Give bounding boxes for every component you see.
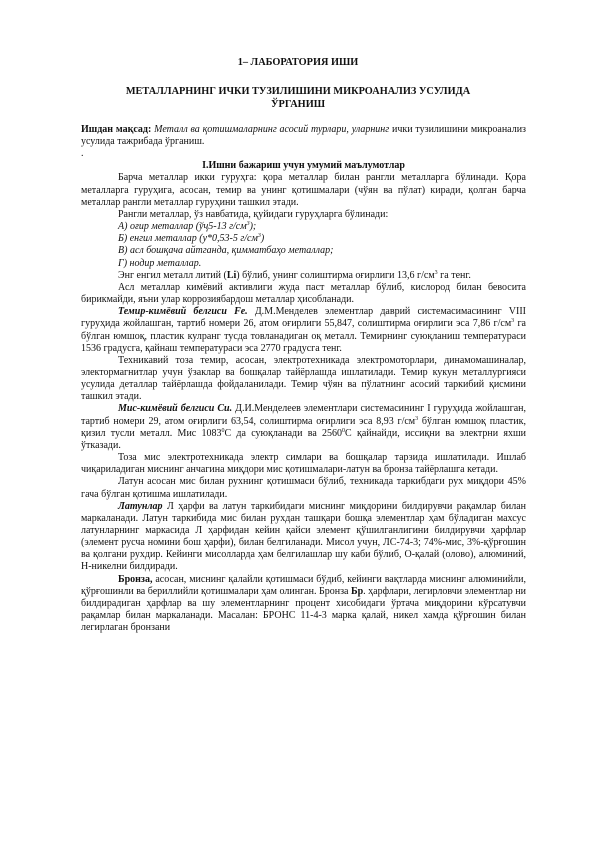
paragraph-lithium: Энг енгил металл литий (Li) бўлиб, унинг солиштирма оғирлиги 13,6 $г/см^3$ га тенг.: [118, 269, 471, 281]
section-heading: I.Ишни бажариш учун умумий маълумотлар: [202, 160, 405, 172]
brass-heading: Латунлар: [118, 500, 163, 512]
main-title: МЕТАЛЛАРНИНГ ИЧКИ ТУЗИЛИШИНИ МИКРОАНАЛИЗ УСУЛИДА ЎРГАНИШ: [125, 86, 471, 110]
paragraph-iron: Темир-кимёвий белгиси Fe. Д.М.Менделев элементлар даврий системасимасининг VIII гуруҳида жойлашган, тартиб номери 26, атом оғирлиги 55,847, солиштирма оғирлиги эса 7,86 $г/см^3$ га бўлган юмшоқ, пластик кулранг тусда товланадиган оқ металл. Темирнинг суюқланиш температураси 1536 градусга, қайнаш температураси эса 2770 градусга тенг.: [81, 306, 526, 354]
list-item-heavy: А) оғир металлар (ўҷ5-13 $г/см^3$);: [118, 221, 257, 233]
aim-italic: Металл ва қотишмаларнинг асосий турлари, уларнинг: [151, 124, 390, 135]
paragraph-copper: Мис-кимёвий белгиси Cu. Д.И.Менделеев элементлари системасининг I гуруҳида жойлашган, тартиб номери 29, атом оғирлиги 63,54, солиштирма оғирлиги эса 8,93 $г/см^3$ бўлган юмшоқ пластик, қизил тусли металл. Мис 1083$^0$С да суюқланади ва 2560$^0$С қайнайди, иссиқни ва электрни яхши ўтказади.: [81, 403, 527, 451]
paragraph-copper-use: Тоза мис электротехникада электр симлари ва бошқалар тарзида ишлатилади. Ишлаб чиқариладиган миснинг анчагина миқдори мис қотишмалари-латун ва бронза тайёрлашга кетади.: [81, 452, 526, 476]
paragraph-brass-intro: Латун асосан мис билан рухнинг қотишмаси бўлиб, техникада таркибдаги рух миқдори 45% гача бўлган қотишма ишлатилади.: [81, 476, 526, 500]
paragraph-bronze: Бронза, асосан, миснинг қалайли қотишмаси бўдиб, кейинги вақтларда миснинг алюминийли, қўрғошинли ва бериллийли қотишмалари ҳам олинган. Бронза Бр. ҳарфлари, легирловчи элементлар ни билдирадиган ҳарфлар ва шу элементларнинг процент хисобидаги ўртача миқдорини кўрсатувчи рақамлар билан маркаланади. Масалан: БРОНС 11-4-3 марка қалай, никел хамда қўрғошин билан легирлаган бронзани: [81, 573, 527, 634]
document-body: [81, 124, 526, 634]
paragraph-brass: Латунлар Л ҳарфи ва латун таркибидаги миснинг миқдорини билдирувчи рақамлар билан маркаланади. Латун таркибида мис билан рухдан ташқари бошқа элементлар ҳам бўладиган махсус латунларнинг маркасида Л ҳарфидан кейин қайси элемент қўшилганлигини билдирувчи ҳарфлар (элемент русча номини бош ҳарфи), билан белгиланади. Мисол учун, ЛС-74-3; 74%-мис, 3%-қўрғошин ва қолгани рухдир. Кейинги мисолларда ҳам белгилашлар шу каби бўлиб, О-қалай (олово), алюминий, Н-никелни билдиради.: [81, 500, 526, 573]
list-item-rare: Г) нодир металлар.: [118, 257, 202, 269]
paragraph-metal-groups: Барча металлар икки гуруҳга: қора металлар билан рангли металларга бўлинади. Қора металларга гуруҳига, асосан, темир ва унинг қотишмалари (чўян ва пўлат) киради, қолган барча металлар рангли металлар гуруҳини ташкил этади.: [81, 172, 526, 208]
aim-rest: ички тузилишини микроанализ усулида тажрибада ўрганиш.: [81, 124, 526, 148]
aim-paragraph: [81, 124, 526, 148]
paragraph-nonferrous-groups: Рангли металлар, ўз навбатида, қуйидаги гуруҳларга бўлинади:: [118, 208, 389, 220]
bronze-heading: Бронза,: [118, 573, 153, 585]
aim-label: Ишдан мақсад:: [81, 124, 152, 135]
paragraph-noble-metals: Асл металлар кимёвий активлиги жуда паст металлар бўлиб, кислород билан бевосита бирикмайди, яъни улар коррозиябардош металлар ҳисобланади.: [81, 281, 526, 306]
stray-dot: .: [81, 148, 84, 160]
list-item-light: Б) енгил металлар (у*0,53-5 $г/см^3$): [118, 233, 265, 245]
lab-title: 1– ЛАБОРАТОРИЯ ИШИ: [237, 57, 359, 68]
copper-heading: Мис-кимёвий белгиси Cu.: [118, 403, 233, 415]
paragraph-iron-use: Техникавий тоза темир, асосан, электротехникада электромоторлари, динамомашиналар, электормагнитлар учун ўзаклар ва бошқалар тайёрлашда ишлатилади. Темир кукун металлургияси усулида деталлар тайёрлашда фойдаланилади. Темир чўян ва пўлатнинг асосий таркибий қисмини ташкил этади.: [81, 354, 526, 403]
iron-heading: Темир-кимёвий белгиси Fe.: [118, 306, 248, 318]
list-item-noble: В) асл бошқача айтганда, қимматбаҳо металлар;: [118, 245, 334, 257]
